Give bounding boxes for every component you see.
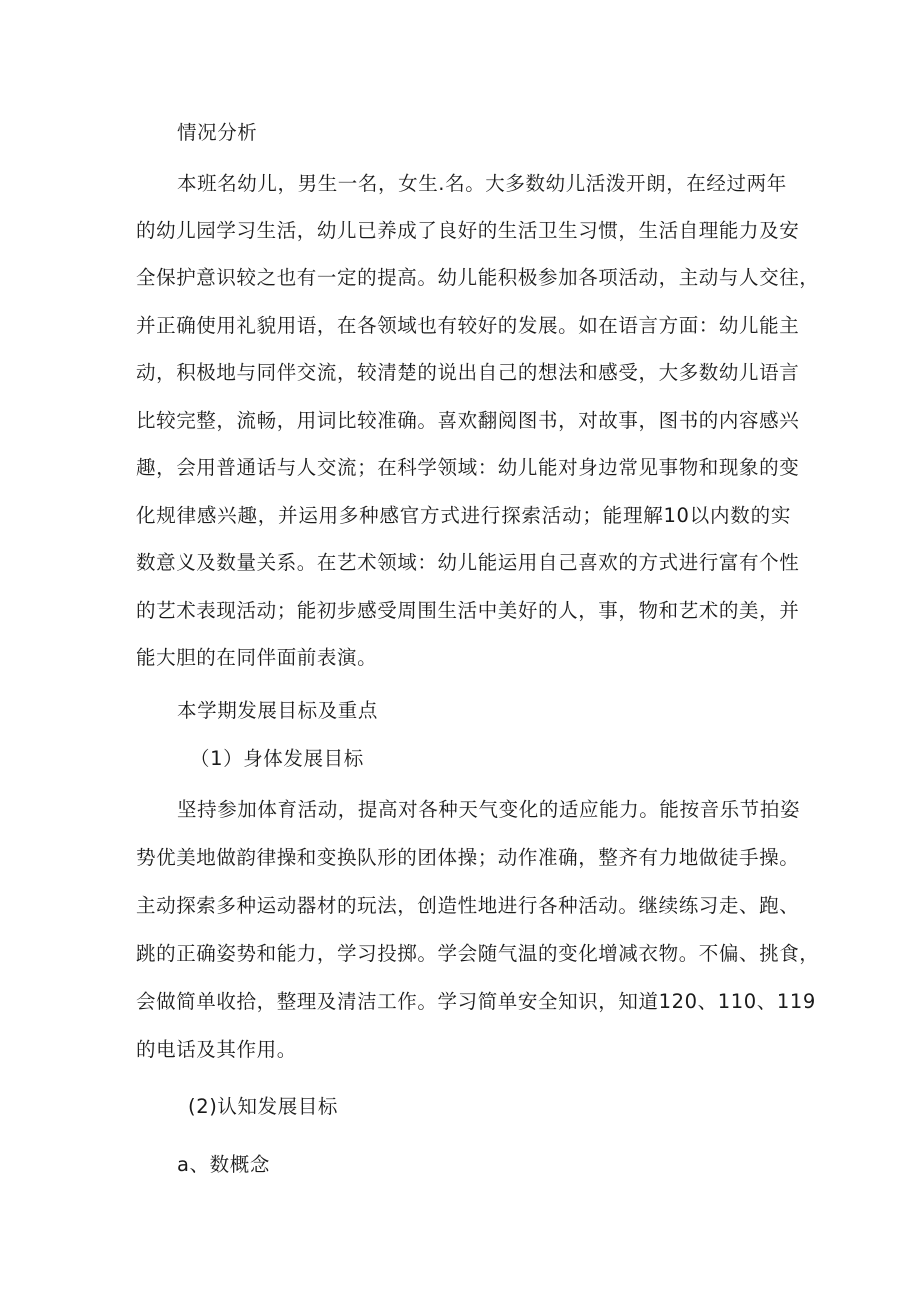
paragraph-line: 势优美地做韵律操和变换队形的团体操；动作准确，整齐有力地做徒手操。 [136,846,800,869]
paragraph-line: 主动探索多种运动器材的玩法，创造性地进行各种活动。继续练习走、跑、 [136,894,800,917]
paragraph-line: 动，积极地与同伴交流，较清楚的说出自己的想法和感受，大多数幼儿语言 [136,361,800,384]
paragraph-line: 的幼儿园学习生活，幼儿已养成了良好的生活卫生习惯，生活自理能力及安 [136,219,800,242]
heading-development-goals: 本学期发展目标及重点 [177,699,379,722]
subheading-physical-development: （1）身体发展目标 [190,747,364,770]
paragraph-line: 的艺术表现活动；能初步感受周围生活中美好的人，事，物和艺术的美，并 [136,599,800,622]
paragraph-line: 数意义及数量关系。在艺术领域：幼儿能运用自己喜欢的方式进行富有个性 [136,551,800,574]
paragraph-line: 的电话及其作用。 [136,1038,297,1061]
paragraph-line: 跳的正确姿势和能力，学习投掷。学会随气温的变化增减衣物。不偏、挑食， [136,942,820,965]
paragraph-line: 并正确使用礼貌用语，在各领域也有较好的发展。如在语言方面：幼儿能主 [136,314,800,337]
paragraph-line: 本班名幼儿，男生一名，女生.名。大多数幼儿活泼开朗，在经过两年 [177,172,787,195]
paragraph-line: 会做简单收拾，整理及清洁工作。学习简单安全知识，知道120、110、119 [136,990,816,1013]
list-item-number-concept: a、数概念 [177,1153,270,1176]
paragraph-line: 坚持参加体育活动，提高对各种天气变化的适应能力。能按音乐节拍姿 [177,798,801,821]
paragraph-line: 化规律感兴趣，并运用多种感官方式进行探索活动；能理解10以内数的实 [136,504,791,527]
paragraph-line: 全保护意识较之也有一定的提高。幼儿能积极参加各项活动，主动与人交往， [136,266,820,289]
subheading-cognitive-development: (2)认知发展目标 [188,1095,339,1118]
paragraph-line: 趣，会用普通话与人交流；在科学领域：幼儿能对身边常见事物和现象的变 [136,456,800,479]
paragraph-line: 能大胆的在同伴面前表演。 [136,646,378,669]
heading-situation-analysis: 情况分析 [177,121,258,144]
paragraph-line: 比较完整，流畅，用词比较准确。喜欢翻阅图书，对故事，图书的内容感兴 [136,409,800,432]
